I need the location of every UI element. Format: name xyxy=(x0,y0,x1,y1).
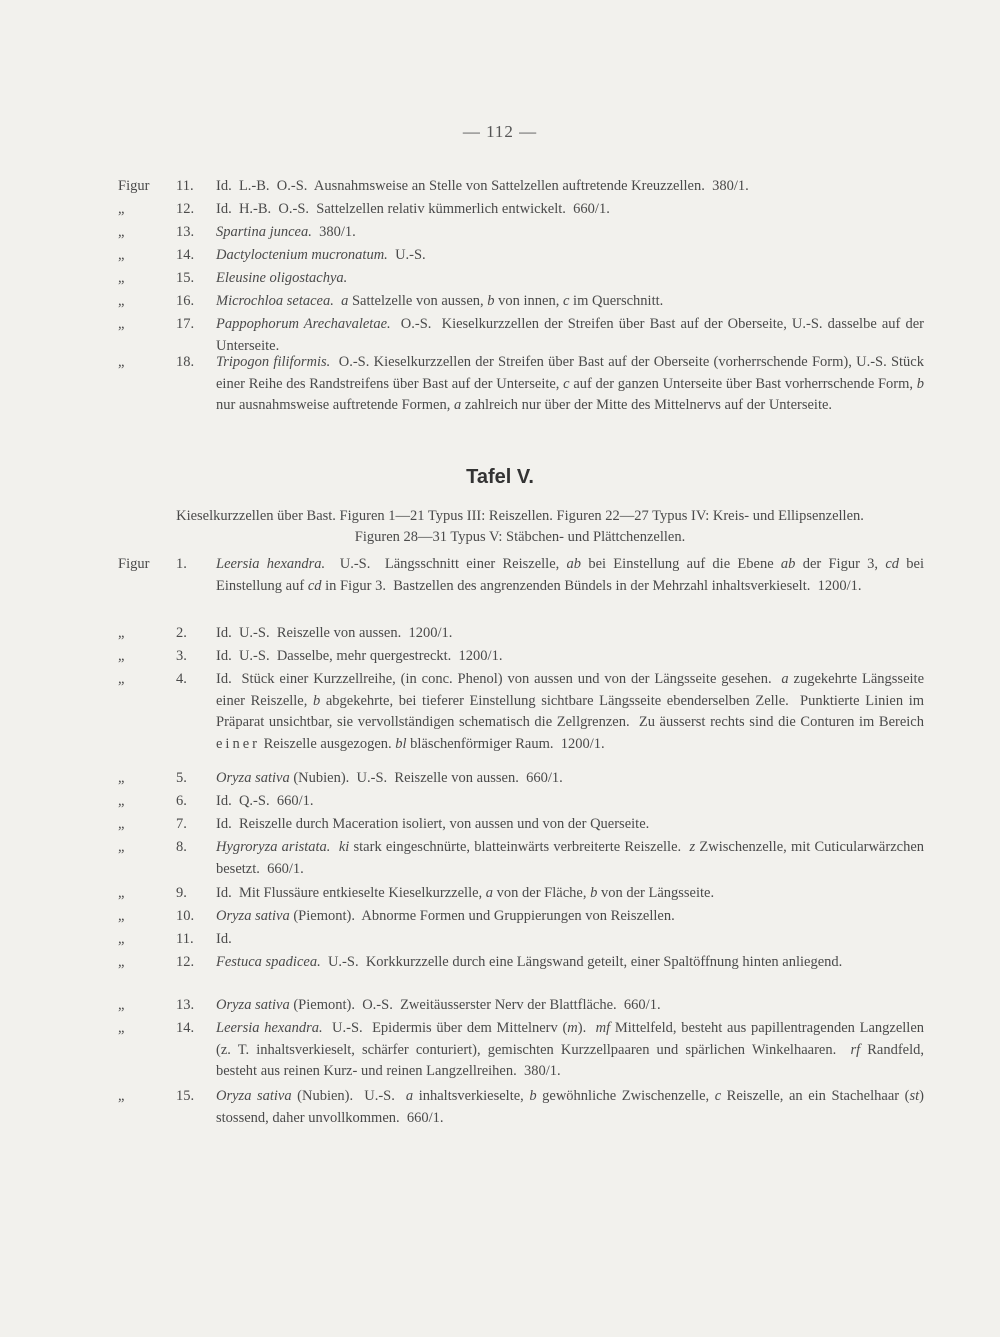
entry-lead: Figur xyxy=(118,178,150,194)
figure-caption: Eleusine oligostachya. xyxy=(216,270,348,286)
figure-caption: Id. Stück einer Kurzzellreihe, (in conc. Phenol) von aussen und von der Längsseite gesehen. a zugekehrte Längsseite einer Reiszelle, b abgekehrte, bei tieferer Einstellung sichtbare Längsseite ebenderselben Zelle. Punktierte Linien im Präparat unsichtbar, sie vervollständigen schematisch die Zellgrenzen. Zu äusserst rechts sind die Conturen im Bereich einer Reiszelle ausgezogen. bl bläschenförmiger Raum. 1200/1. xyxy=(216,671,925,752)
figure-caption: Id. Reiszelle durch Maceration isoliert, von aussen und von der Querseite. xyxy=(216,816,650,832)
entry-lead: „ xyxy=(118,997,125,1013)
entry-lead: „ xyxy=(118,648,125,664)
figure-number: 10. xyxy=(176,908,195,924)
figure-number: 16. xyxy=(176,293,195,309)
figure-caption: Spartina juncea. 380/1. xyxy=(216,224,356,240)
figure-caption: Hygroryza aristata. ki stark eingeschnürte, blatteinwärts verbreiterte Reiszelle. z Zwischenzelle, mit Cuticularwärzchen besetzt. 660/1. xyxy=(216,839,925,877)
figure-number: 15. xyxy=(176,1088,195,1104)
figure-number: 13. xyxy=(176,997,195,1013)
figure-caption: Leersia hexandra. U.-S. Längsschnitt einer Reiszelle, ab bei Einstellung auf die Ebene ab der Figur 3, cd bei Einstellung auf cd in Figur 3. Bastzellen des angrenzenden Bündels in der Mehrzahl inhaltsverkieselt. 1200/1. xyxy=(216,556,925,594)
figure-number: 5. xyxy=(176,770,187,786)
figure-caption: Oryza sativa (Piemont). Abnorme Formen und Gruppierungen von Reiszellen. xyxy=(216,908,675,924)
figure-caption: Id. U.-S. Dasselbe, mehr quergestreckt. 1200/1. xyxy=(216,648,503,664)
page-number: — 112 — xyxy=(462,122,538,141)
entry-lead: „ xyxy=(118,908,125,924)
entry-lead: „ xyxy=(118,625,125,641)
figure-caption: Id. Q.-S. 660/1. xyxy=(216,793,314,809)
entry-lead: „ xyxy=(118,839,125,855)
figure-caption: Id. Mit Flussäure entkieselte Kieselkurzzelle, a von der Fläche, b von der Längsseite. xyxy=(216,885,715,901)
tafel-heading: Tafel V. xyxy=(466,466,534,488)
figure-caption: Pappophorum Arechavaletae. O.-S. Kieselkurzzellen der Streifen über Bast auf der Oberseite, U.-S. dasselbe auf der Unterseite. xyxy=(216,316,924,354)
figure-number: 12. xyxy=(176,954,195,970)
entry-lead: „ xyxy=(118,1020,125,1036)
figure-caption: Id. L.-B. O.-S. Ausnahmsweise an Stelle von Sattelzellen auftretende Kreuzzellen. 380/1. xyxy=(216,178,749,194)
figure-number: 1. xyxy=(176,556,187,572)
figure-number: 7. xyxy=(176,816,187,832)
figure-number: 14. xyxy=(176,1020,195,1036)
figure-caption: Tripogon filiformis. O.-S. Kieselkurzzellen der Streifen über Bast auf der Oberseite (vorherrschende Form), U.-S. Stück einer Reihe des Randstreifens über Bast auf der Unterseite, c auf der ganzen Unterseite über Bast vorherrschende Form, b nur ausnahmsweise auftretende Formen, a zahlreich nur über der Mitte des Mittelnervs auf der Unterseite. xyxy=(216,354,924,413)
entry-lead: „ xyxy=(118,201,125,217)
entry-lead: „ xyxy=(118,770,125,786)
entry-lead: „ xyxy=(118,793,125,809)
figure-caption: Microchloa setacea. a Sattelzelle von aussen, b von innen, c im Querschnitt. xyxy=(216,293,664,309)
figure-number: 3. xyxy=(176,648,187,664)
entry-lead: „ xyxy=(118,316,125,332)
figure-number: 15. xyxy=(176,270,195,286)
figure-number: 13. xyxy=(176,224,195,240)
figure-number: 6. xyxy=(176,793,187,809)
figure-number: 2. xyxy=(176,625,187,641)
entry-lead: „ xyxy=(118,354,125,370)
figure-number: 11. xyxy=(176,178,194,194)
figure-caption: Oryza sativa (Piemont). O.-S. Zweitäusserster Nerv der Blattfläche. 660/1. xyxy=(216,997,661,1013)
entry-lead: „ xyxy=(118,671,125,687)
entry-lead: „ xyxy=(118,247,125,263)
figure-number: 17. xyxy=(176,316,195,332)
figure-number: 9. xyxy=(176,885,187,901)
entry-lead: „ xyxy=(118,885,125,901)
figure-number: 4. xyxy=(176,671,187,687)
entry-lead: „ xyxy=(118,816,125,832)
tafel-description-line-1: Kieselkurzzellen über Bast. Figuren 1—21 Typus III: Reiszellen. Figuren 22—27 Typus IV: Kreis- und Ellipsenzellen. xyxy=(176,508,864,524)
entry-lead: Figur xyxy=(118,556,150,572)
figure-caption: Id. U.-S. Reiszelle von aussen. 1200/1. xyxy=(216,625,453,641)
figure-caption: Id. H.-B. O.-S. Sattelzellen relativ kümmerlich entwickelt. 660/1. xyxy=(216,201,610,217)
tafel-description-line-2: Figuren 28—31 Typus V: Stäbchen- und Plättchenzellen. xyxy=(354,529,686,545)
figure-caption: Festuca spadicea. U.-S. Korkkurzzelle durch eine Längswand geteilt, einer Spaltöffnung hinten anliegend. xyxy=(216,954,843,970)
figure-caption: Id. xyxy=(216,931,232,947)
figure-caption: Oryza sativa (Nubien). U.-S. Reiszelle von aussen. 660/1. xyxy=(216,770,563,786)
entry-lead: „ xyxy=(118,1088,125,1104)
entry-lead: „ xyxy=(118,293,125,309)
figure-caption: Oryza sativa (Nubien). U.-S. a inhaltsverkieselte, b gewöhnliche Zwischenzelle, c Reiszelle, an ein Stachelhaar (st) stossend, daher unvollkommen. 660/1. xyxy=(216,1088,924,1126)
figure-number: 8. xyxy=(176,839,187,855)
entry-lead: „ xyxy=(118,224,125,240)
entry-lead: „ xyxy=(118,954,125,970)
figure-number: 18. xyxy=(176,354,195,370)
tafel-description xyxy=(110,506,930,548)
entry-lead: „ xyxy=(118,931,125,947)
figure-number: 11. xyxy=(176,931,194,947)
figure-caption: Leersia hexandra. U.-S. Epidermis über dem Mittelnerv (m). mf Mittelfeld, besteht aus papillentragenden Langzellen (z. T. inhaltsverkieselt, schärfer conturiert), gemischten Kurzzellpaaren und spärlichen Winkelhaaren. rf Randfeld, besteht aus reinen Kurz- und reinen Langzellreihen. 380/1. xyxy=(216,1020,925,1079)
figure-caption: Dactyloctenium mucronatum. U.-S. xyxy=(216,247,426,263)
figure-number: 14. xyxy=(176,247,195,263)
entry-lead: „ xyxy=(118,270,125,286)
figure-number: 12. xyxy=(176,201,195,217)
